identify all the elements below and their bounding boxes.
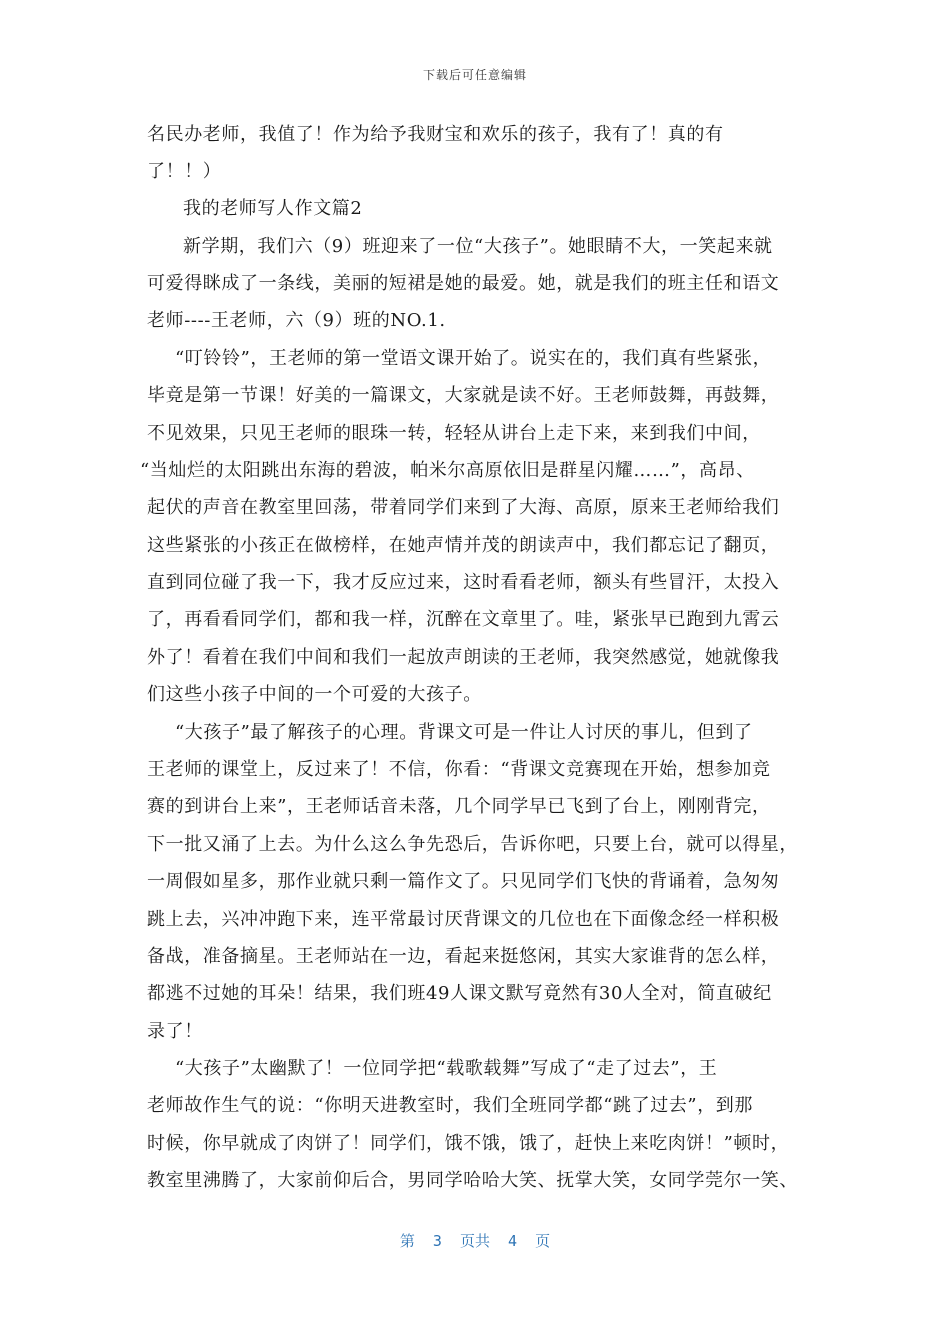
- text-line: 了！！）: [147, 161, 222, 182]
- text-line: 这些紧张的小孩正在做榜样，在她声情并茂的朗读声中，我们都忘记了翻页，: [147, 535, 780, 556]
- text-line: 教室里沸腾了，大家前仰后合，男同学哈哈大笑、抚掌大笑，女同学莞尔一笑、: [147, 1170, 798, 1191]
- paragraph-start: “大孩子”最了解孩子的心理。背课文可是一件让人讨厌的事儿，但到了: [175, 722, 753, 743]
- text-line: 一周假如星多，那作业就只剩一篇作文了。只见同学们飞快的背诵着，急匆匆: [147, 871, 780, 892]
- paragraph-start: “叮铃铃”，王老师的第一堂语文课开始了。说实在的，我们真有些紧张，: [175, 348, 772, 369]
- text-line: 下一批又涌了上去。为什么这么争先恐后，告诉你吧，只要上台，就可以得星，: [147, 834, 798, 855]
- text-line: 赛的到讲台上来”，王老师话音未落，几个同学早已飞到了台上，刚刚背完，: [147, 796, 771, 817]
- text-line: 老师----王老师，六（9）班的NO.1.: [147, 310, 446, 331]
- text-line: 直到同位碰了我一下，我才反应过来，这时看看老师，额头有些冒汗，太投入: [147, 572, 780, 593]
- text-line: 不见效果，只见王老师的眼珠一转，轻轻从讲台上走下来，来到我们中间，: [147, 423, 761, 444]
- text-line: 起伏的声音在教室里回荡，带着同学们来到了大海、高原，原来王老师给我们: [147, 497, 780, 518]
- page-header: 下载后可任意编辑: [422, 68, 527, 82]
- section-heading: 我的老师写人作文篇2: [183, 198, 363, 219]
- text-line: 可爱得眯成了一条线，美丽的短裙是她的最爱。她，就是我们的班主任和语文: [147, 273, 780, 294]
- text-line: “当灿烂的太阳跳出东海的碧波，帕米尔高原依旧是群星闪耀……”，高昂、: [140, 460, 755, 481]
- text-line: 王老师的课堂上，反过来了！不信，你看：“背课文竞赛现在开始，想参加竞: [147, 759, 771, 780]
- text-line: 备战，准备摘星。王老师站在一边，看起来挺悠闲，其实大家谁背的怎么样，: [147, 946, 780, 967]
- text-line: 了，再看看同学们，都和我一样，沉醉在文章里了。哇，紧张早已跑到九霄云: [147, 609, 780, 630]
- paragraph-start: 新学期，我们六（9）班迎来了一位“大孩子”。她眼睛不大，一笑起来就: [183, 236, 773, 257]
- text-line: 外了！看着在我们中间和我们一起放声朗读的王老师，我突然感觉，她就像我: [147, 647, 780, 668]
- text-line: 都逃不过她的耳朵！结果，我们班49人课文默写竟然有30人全对，简直破纪: [147, 983, 772, 1004]
- paragraph-start: “大孩子”太幽默了！一位同学把“载歌载舞”写成了“走了过去”，王: [175, 1058, 718, 1079]
- page-number: 第 3 页共 4 页: [399, 1232, 551, 1250]
- text-line: 跳上去，兴冲冲跑下来，连平常最讨厌背课文的几位也在下面像念经一样积极: [147, 909, 780, 930]
- text-line: 们这些小孩子中间的一个可爱的大孩子。: [147, 684, 482, 705]
- text-line: 时候，你早就成了肉饼了！同学们，饿不饿，饿了，赶快上来吃肉饼！”顿时，: [147, 1133, 790, 1154]
- text-line: 名民办老师，我值了！作为给予我财宝和欢乐的孩子，我有了！真的有: [147, 124, 724, 145]
- text-line: 老师故作生气的说：“你明天进教室时，我们全班同学都“跳了过去”，到那: [147, 1095, 754, 1116]
- text-line: 录了！: [147, 1021, 203, 1042]
- text-line: 毕竟是第一节课！好美的一篇课文，大家就是读不好。王老师鼓舞，再鼓舞，: [147, 385, 780, 406]
